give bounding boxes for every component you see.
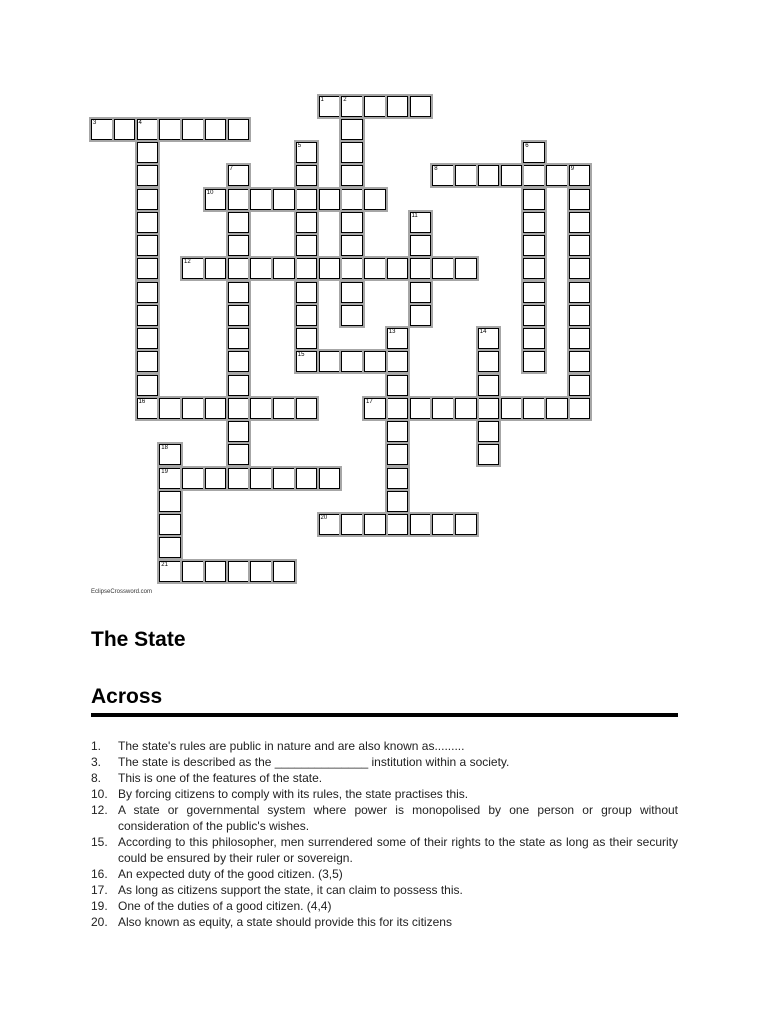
crossword-cell[interactable] — [205, 189, 227, 210]
crossword-cell[interactable] — [228, 258, 250, 279]
crossword-cell[interactable] — [341, 282, 363, 303]
clue-text: A state or governmental system where power is monopolised by one person or group without consideration of the public's wishes. — [118, 803, 678, 833]
page-title: The State — [91, 628, 186, 651]
crossword-cell[interactable] — [569, 165, 591, 186]
crossword-cell[interactable] — [228, 165, 250, 186]
clue-number: 9 — [570, 166, 575, 173]
clue-number: 20 — [320, 515, 328, 521]
crossword-cell[interactable] — [478, 421, 500, 442]
clue-item — [91, 786, 678, 802]
crossword-cell[interactable] — [137, 165, 159, 186]
crossword-cell[interactable] — [296, 258, 318, 279]
clue-number: 10 — [206, 189, 214, 196]
crossword-cell[interactable] — [228, 328, 250, 349]
clue-item — [91, 898, 678, 914]
clue-number-label: 19. — [91, 899, 108, 913]
crossword-cell[interactable] — [137, 258, 159, 279]
clue-number: 4 — [138, 119, 142, 126]
clue-number-label: 3. — [91, 755, 102, 769]
crossword-cell[interactable] — [137, 305, 159, 326]
crossword-cell[interactable] — [296, 235, 318, 256]
clue-number: 14 — [479, 329, 487, 335]
clue-text: An expected duty of the good citizen. (3,5) — [118, 867, 343, 881]
crossword-cell[interactable] — [228, 282, 250, 303]
clue-number-label: 1. — [91, 739, 102, 753]
crossword-cell[interactable] — [341, 305, 363, 326]
crossword-cell[interactable] — [387, 351, 409, 372]
crossword-cell[interactable] — [455, 258, 477, 279]
crossword-cell[interactable] — [523, 351, 545, 372]
crossword-cell[interactable] — [159, 561, 181, 582]
crossword-cell[interactable] — [341, 514, 363, 535]
crossword-cell[interactable] — [364, 258, 386, 279]
crossword-cell[interactable] — [228, 444, 250, 465]
clue-number: 11 — [411, 212, 418, 219]
crossword-cell[interactable] — [319, 258, 341, 279]
crossword-cell[interactable] — [341, 235, 363, 256]
crossword-cell[interactable] — [296, 212, 318, 233]
crossword-cell[interactable] — [455, 514, 477, 535]
crossword-cell[interactable] — [159, 514, 181, 535]
crossword-cell[interactable] — [228, 212, 250, 233]
crossword-cell[interactable] — [569, 235, 591, 256]
crossword-cell[interactable] — [205, 119, 227, 140]
crossword-cell[interactable] — [569, 328, 591, 349]
crossword-cell[interactable] — [159, 537, 181, 558]
crossword-cell[interactable] — [523, 142, 545, 163]
crossword-cell[interactable] — [137, 375, 159, 396]
crossword-cell[interactable] — [478, 328, 500, 349]
crossword-cell[interactable] — [387, 444, 409, 465]
clue-number-label: 12. — [91, 803, 108, 817]
crossword-cell[interactable] — [410, 305, 432, 326]
crossword-cell[interactable] — [523, 282, 545, 303]
crossword-cell[interactable] — [205, 468, 227, 489]
crossword-cell[interactable] — [432, 514, 454, 535]
crossword-cell[interactable] — [273, 258, 295, 279]
crossword-cell[interactable] — [228, 375, 250, 396]
crossword-cell[interactable] — [569, 398, 591, 419]
crossword-cell[interactable] — [228, 468, 250, 489]
crossword-cell[interactable] — [569, 351, 591, 372]
crossword-cell[interactable] — [569, 305, 591, 326]
crossword-cell[interactable] — [182, 561, 204, 582]
crossword-cell[interactable] — [296, 398, 318, 419]
clue-number: 16 — [138, 398, 146, 405]
crossword-cell[interactable] — [387, 491, 409, 512]
crossword-cell[interactable] — [455, 165, 477, 186]
crossword-cell[interactable] — [341, 165, 363, 186]
clue-text: As long as citizens support the state, it can claim to possess this. — [118, 883, 463, 897]
clue-text: This is one of the features of the state. — [118, 771, 323, 785]
crossword-cell[interactable] — [341, 258, 363, 279]
crossword-cell[interactable] — [364, 96, 386, 117]
crossword-cell[interactable] — [478, 398, 500, 419]
crossword-cell[interactable] — [159, 491, 181, 512]
clue-text: According to this philosopher, men surrendered some of their rights to the state as long as their security could be ensured by their ruler or sovereign. — [118, 835, 678, 865]
crossword-cell[interactable] — [523, 258, 545, 279]
crossword-cell[interactable] — [137, 142, 159, 163]
crossword-cell[interactable] — [501, 398, 523, 419]
crossword-cell[interactable] — [137, 119, 159, 140]
clue-item — [91, 914, 678, 930]
clue-item — [91, 738, 678, 754]
crossword-cell[interactable] — [410, 235, 432, 256]
clue-number: 18 — [161, 445, 168, 452]
crossword-cell[interactable] — [364, 398, 386, 419]
clue-number: 6 — [525, 143, 529, 149]
crossword-cell[interactable] — [501, 165, 523, 186]
crossword-cell[interactable] — [387, 421, 409, 442]
crossword-cell[interactable] — [410, 212, 432, 233]
crossword-cell[interactable] — [250, 398, 272, 419]
crossword-cell[interactable] — [273, 468, 295, 489]
clue-number: 19 — [161, 468, 168, 475]
clue-number: 3 — [93, 119, 97, 126]
crossword-cell[interactable] — [478, 165, 500, 186]
crossword-cell[interactable] — [205, 398, 227, 419]
across-clue-list — [91, 738, 678, 930]
crossword-cell[interactable] — [159, 468, 181, 489]
crossword-cell[interactable] — [546, 165, 568, 186]
clue-number-label: 15. — [91, 835, 108, 849]
clue-number-label: 10. — [91, 787, 108, 801]
clue-number: 8 — [434, 166, 438, 173]
crossword-cell[interactable] — [182, 258, 204, 279]
crossword-cell[interactable] — [387, 514, 409, 535]
section-divider — [91, 713, 678, 717]
crossword-cell[interactable] — [478, 444, 500, 465]
crossword-cell[interactable] — [159, 398, 181, 419]
crossword-cell[interactable] — [296, 282, 318, 303]
crossword-cell[interactable] — [182, 468, 204, 489]
crossword-cell[interactable] — [387, 375, 409, 396]
crossword-cell[interactable] — [341, 212, 363, 233]
crossword-cell[interactable] — [228, 561, 250, 582]
crossword-cell[interactable] — [228, 235, 250, 256]
crossword-cell[interactable] — [228, 398, 250, 419]
clue-text: The state is described as the ______________ institution within a society. — [118, 755, 510, 769]
crossword-cell[interactable] — [250, 468, 272, 489]
crossword-cell[interactable] — [410, 258, 432, 279]
crossword-cell[interactable] — [296, 189, 318, 210]
section-heading-across: Across — [91, 685, 163, 708]
crossword-cell[interactable] — [137, 351, 159, 372]
crossword-cell[interactable] — [523, 328, 545, 349]
crossword-cell[interactable] — [523, 398, 545, 419]
crossword-cell[interactable] — [478, 351, 500, 372]
clue-number: 5 — [297, 143, 302, 149]
crossword-cell[interactable] — [546, 398, 568, 419]
crossword-cell[interactable] — [569, 282, 591, 303]
crossword-cell[interactable] — [364, 514, 386, 535]
clue-number: 1 — [320, 96, 324, 103]
clue-item — [91, 770, 678, 786]
crossword-cell[interactable] — [569, 189, 591, 210]
crossword-cell[interactable] — [341, 96, 363, 117]
crossword-cell[interactable] — [296, 305, 318, 326]
crossword-cell[interactable] — [137, 235, 159, 256]
clue-item — [91, 754, 678, 770]
crossword-cell[interactable] — [387, 258, 409, 279]
crossword-cell[interactable] — [523, 305, 545, 326]
crossword-cell[interactable] — [273, 398, 295, 419]
crossword-cell[interactable] — [319, 189, 341, 210]
clue-number: 13 — [388, 329, 396, 335]
crossword-cell[interactable] — [523, 165, 545, 186]
crossword-cell[interactable] — [137, 282, 159, 303]
crossword-cell[interactable] — [250, 189, 272, 210]
crossword-cell[interactable] — [341, 351, 363, 372]
clue-number-label: 16. — [91, 867, 108, 881]
crossword-cell[interactable] — [455, 398, 477, 419]
clue-item — [91, 866, 678, 882]
crossword-cell[interactable] — [228, 189, 250, 210]
crossword-cell[interactable] — [319, 468, 341, 489]
clue-number-label: 20. — [91, 915, 108, 929]
crossword-cell[interactable] — [296, 328, 318, 349]
crossword-cell[interactable] — [159, 444, 181, 465]
crossword-cell[interactable] — [296, 351, 318, 372]
crossword-cell[interactable] — [387, 328, 409, 349]
crossword-cell[interactable] — [296, 142, 318, 163]
crossword-cell[interactable] — [341, 142, 363, 163]
clue-number-label: 17. — [91, 883, 108, 897]
crossword-cell[interactable] — [228, 119, 250, 140]
clue-number: 12 — [184, 259, 191, 266]
crossword-cell[interactable] — [341, 119, 363, 140]
crossword-cell[interactable] — [296, 165, 318, 186]
crossword-cell[interactable] — [432, 398, 454, 419]
clue-text: Also known as equity, a state should provide this for its citizens — [118, 915, 452, 929]
clue-number: 17 — [366, 398, 373, 405]
crossword-cell[interactable] — [410, 514, 432, 535]
crossword-cell[interactable] — [523, 212, 545, 233]
crossword-cell[interactable] — [319, 514, 341, 535]
crossword-cell[interactable] — [387, 96, 409, 117]
clue-text: One of the duties of a good citizen. (4,4) — [118, 899, 332, 913]
crossword-cell[interactable] — [273, 189, 295, 210]
crossword-cell[interactable] — [364, 189, 386, 210]
crossword-cell[interactable] — [410, 96, 432, 117]
crossword-cell[interactable] — [228, 421, 250, 442]
clue-item — [91, 834, 678, 866]
crossword-cell[interactable] — [250, 561, 272, 582]
crossword-cell[interactable] — [137, 398, 159, 419]
crossword-cell[interactable] — [410, 282, 432, 303]
crossword-cell[interactable] — [341, 189, 363, 210]
crossword-cell[interactable] — [410, 398, 432, 419]
crossword-cell[interactable] — [523, 235, 545, 256]
crossword-cell[interactable] — [569, 258, 591, 279]
clue-number: 7 — [229, 166, 233, 173]
crossword-cell[interactable] — [137, 189, 159, 210]
crossword-cell[interactable] — [387, 468, 409, 489]
clue-item — [91, 882, 678, 898]
crossword-cell[interactable] — [319, 351, 341, 372]
crossword-cell[interactable] — [205, 561, 227, 582]
clue-number: 15 — [297, 352, 305, 359]
crossword-cell[interactable] — [523, 189, 545, 210]
clue-number: 21 — [161, 561, 168, 568]
crossword-cell[interactable] — [387, 398, 409, 419]
crossword-cell[interactable] — [205, 258, 227, 279]
crossword-cell[interactable] — [432, 258, 454, 279]
clue-number-label: 8. — [91, 771, 102, 785]
crossword-cell[interactable] — [228, 305, 250, 326]
clue-text: The state's rules are public in nature and are also known as......... — [118, 739, 465, 753]
crossword-cell[interactable] — [159, 119, 181, 140]
crossword-cell[interactable] — [182, 119, 204, 140]
crossword-cell[interactable] — [228, 351, 250, 372]
crossword-cell[interactable] — [296, 468, 318, 489]
credit-text: EclipseCrossword.com — [91, 589, 153, 595]
crossword-cell[interactable] — [137, 212, 159, 233]
crossword-cell[interactable] — [478, 375, 500, 396]
crossword-cell[interactable] — [91, 119, 113, 140]
crossword-cell[interactable] — [114, 119, 136, 140]
crossword-cell[interactable] — [137, 328, 159, 349]
crossword-cell[interactable] — [182, 398, 204, 419]
crossword-cell[interactable] — [319, 96, 341, 117]
crossword-cell[interactable] — [364, 351, 386, 372]
crossword-cell[interactable] — [250, 258, 272, 279]
crossword-cell[interactable] — [432, 165, 454, 186]
crossword-cell[interactable] — [569, 212, 591, 233]
clue-text: By forcing citizens to comply with its rules, the state practises this. — [118, 787, 469, 801]
clue-item — [91, 802, 678, 834]
crossword-cell[interactable] — [569, 375, 591, 396]
clue-number: 2 — [343, 96, 347, 103]
crossword-cell[interactable] — [273, 561, 295, 582]
